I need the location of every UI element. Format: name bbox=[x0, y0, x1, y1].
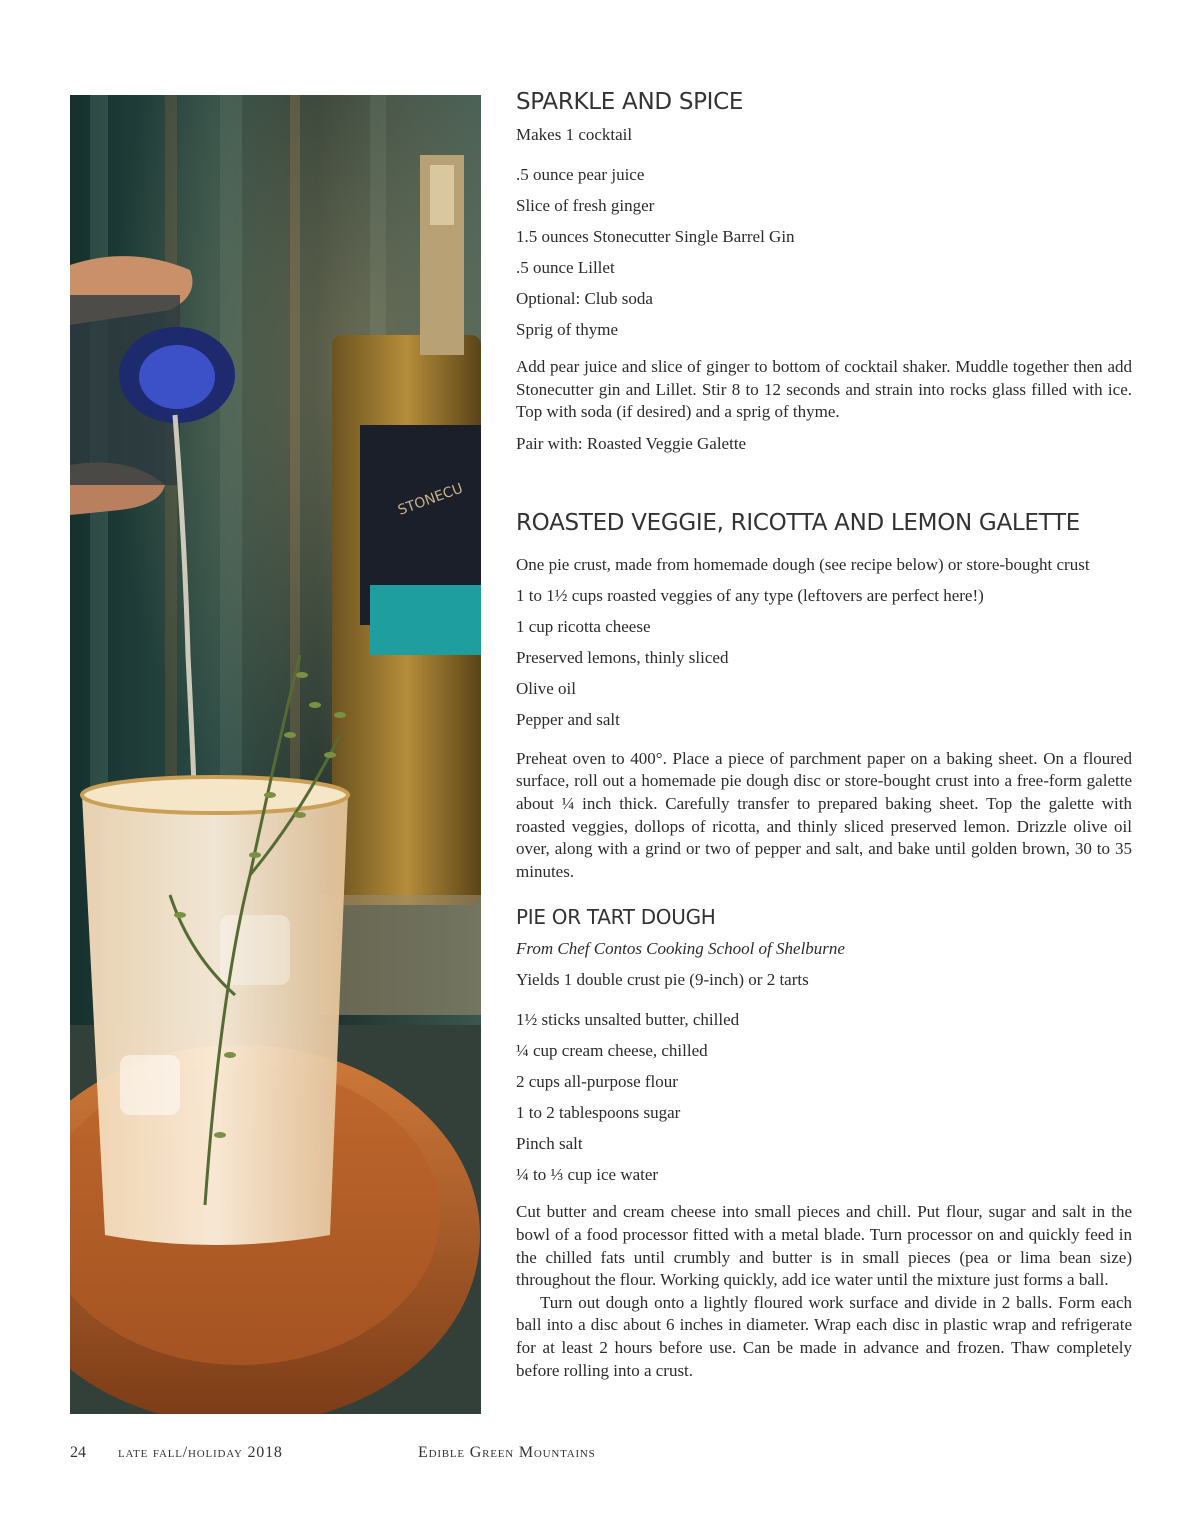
page-footer bbox=[70, 1444, 770, 1464]
ingredient: Pinch salt bbox=[516, 1134, 583, 1154]
page-number: 24 bbox=[70, 1444, 86, 1461]
recipe3-method: Cut butter and cream cheese into small pieces and chill. Put flour, sugar and salt in the bowl of a food processor fitted with a metal blade. Turn processor on and quickly feed in the chilled fats until crumbly and butter is in small pieces (pea or lima bean size) throughout the flour. Working quickly, add ice water until the mixture just forms a ball. bbox=[516, 1202, 1132, 1290]
recipe2-method: Preheat oven to 400°. Place a piece of parchment paper on a baking sheet. On a floured surface, roll out a homemade pie dough disc or store-bought crust into a free-form galette about ¼ inch thick. Carefully transfer to prepared baking sheet. Top the galette with roasted veggies, dollops of ricotta, and thinly sliced preserved lemon. Drizzle olive oil over, along with a grind or two of pepper and salt, and bake until golden brown, 30 to 35 minutes. bbox=[516, 748, 1132, 881]
ingredient: 2 cups all-purpose flour bbox=[516, 1072, 678, 1092]
ingredient: .5 ounce pear juice bbox=[516, 165, 645, 184]
recipe1-pairing: Pair with: Roasted Veggie Galette bbox=[516, 433, 747, 453]
ingredient: Pepper and salt bbox=[516, 709, 620, 729]
recipe3-method: Turn out dough onto a lightly floured work surface and divide in 2 balls. Form each ball into a disc about 6 inches in diameter. Wrap each disc in plastic wrap and refrigerate for at least 2 hours before use. Can be made in advance and frozen. Thaw completely before rolling into a crust. bbox=[516, 1292, 1132, 1380]
ingredient: Olive oil bbox=[516, 678, 576, 698]
recipe1-title: SPARKLE AND SPICE bbox=[516, 89, 744, 115]
recipe2-title: ROASTED VEGGIE, RICOTTA AND LEMON GALETTE bbox=[516, 509, 1080, 536]
recipe1-yield: Makes 1 cocktail bbox=[516, 125, 633, 144]
svg-text:STONECU: STONECU bbox=[395, 480, 466, 519]
recipe3-credit: From Chef Contos Cooking School of Shelburne bbox=[516, 939, 845, 959]
magazine-name: Edible Green Mountains bbox=[418, 1444, 596, 1461]
recipe1-method: Add pear juice and slice of ginger to bottom of cocktail shaker. Muddle together then add Stonecutter gin and Lillet. Stir 8 to 12 seconds and strain into rocks glass filled with ice. Top with soda (if desired) and a sprig of thyme. bbox=[516, 357, 1132, 422]
recipe-column bbox=[516, 86, 1132, 1382]
issue-label: late fall/holiday 2018 bbox=[118, 1444, 283, 1461]
ingredient: 1 cup ricotta cheese bbox=[516, 616, 651, 636]
ingredient: .5 ounce Lillet bbox=[516, 258, 615, 277]
ingredient: One pie crust, made from homemade dough (see recipe below) or store-bought crust bbox=[516, 554, 1090, 574]
cocktail-photo bbox=[70, 95, 481, 1414]
ingredient: Preserved lemons, thinly sliced bbox=[516, 647, 729, 667]
recipe3-title: PIE OR TART DOUGH bbox=[516, 905, 716, 930]
ingredient: 1.5 ounces Stonecutter Single Barrel Gin bbox=[516, 227, 795, 246]
ingredient: Slice of fresh ginger bbox=[516, 196, 655, 215]
ingredient: 1 to 1½ cups roasted veggies of any type (leftovers are perfect here!) bbox=[516, 585, 984, 605]
ingredient: 1½ sticks unsalted butter, chilled bbox=[516, 1010, 740, 1030]
ingredient: ¼ cup cream cheese, chilled bbox=[516, 1041, 708, 1061]
ingredient: ¼ to ⅓ cup ice water bbox=[516, 1165, 659, 1185]
ingredient: Optional: Club soda bbox=[516, 289, 653, 308]
ingredient: 1 to 2 tablespoons sugar bbox=[516, 1103, 681, 1123]
recipe3-yield: Yields 1 double crust pie (9-inch) or 2 tarts bbox=[516, 970, 809, 990]
ingredient: Sprig of thyme bbox=[516, 320, 618, 339]
